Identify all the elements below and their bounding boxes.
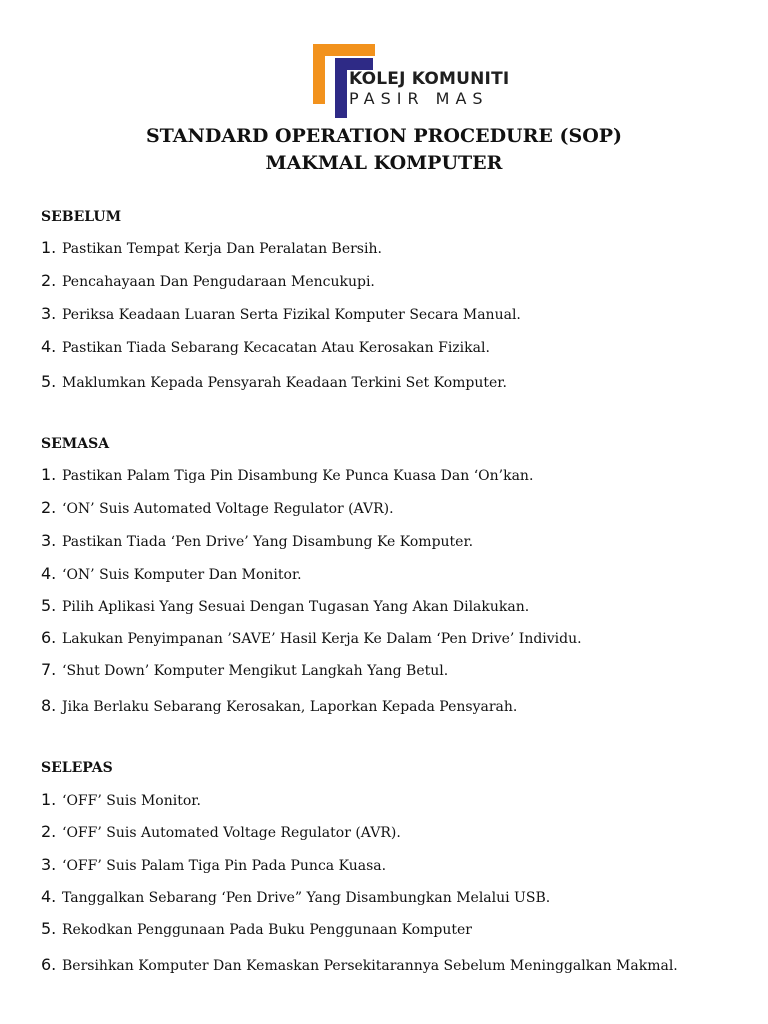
- item-number: 7.: [41, 660, 57, 679]
- list-item: [41, 271, 375, 290]
- item-text: Tanggalkan Sebarang ‘Pen Drive” Yang Disambungkan Melalui USB.: [62, 890, 551, 906]
- list-item: [41, 596, 529, 615]
- list-item: [41, 564, 302, 583]
- list-item: [41, 531, 473, 550]
- list-item: [41, 337, 490, 356]
- item-number: 4.: [41, 887, 57, 906]
- list-item: [41, 465, 533, 484]
- item-text: ‘OFF’ Suis Palam Tiga Pin Pada Punca Kuasa.: [62, 858, 387, 874]
- item-text: Pencahayaan Dan Pengudaraan Mencukupi.: [62, 274, 375, 290]
- college-logo: [313, 44, 513, 119]
- item-number: 2.: [41, 822, 57, 841]
- item-number: 5.: [41, 919, 57, 938]
- item-number: 1.: [41, 465, 57, 484]
- item-number: 4.: [41, 564, 57, 583]
- list-item: [41, 304, 521, 323]
- item-number: 1.: [41, 790, 57, 809]
- item-text: Pilih Aplikasi Yang Sesuai Dengan Tugasan Yang Akan Dilakukan.: [62, 599, 530, 615]
- item-text: Lakukan Penyimpanan ’SAVE’ Hasil Kerja Ke Dalam ‘Pen Drive’ Individu.: [62, 631, 582, 647]
- list-item: [41, 955, 678, 974]
- document-title: STANDARD OPERATION PROCEDURE (SOP): [145, 125, 623, 147]
- item-text: Jika Berlaku Sebarang Kerosakan, Laporkan Kepada Pensyarah.: [62, 699, 518, 715]
- list-item: [41, 919, 472, 938]
- section-heading-semasa: SEMASA: [41, 436, 110, 452]
- item-number: 3.: [41, 855, 57, 874]
- item-text: Pastikan Tempat Kerja Dan Peralatan Bersih.: [62, 241, 382, 257]
- list-item: [41, 660, 448, 679]
- item-number: 2.: [41, 271, 57, 290]
- list-item: [41, 498, 394, 517]
- item-text: Rekodkan Penggunaan Pada Buku Penggunaan Komputer: [62, 922, 472, 938]
- item-text: ‘OFF’ Suis Automated Voltage Regulator (AVR).: [62, 825, 401, 841]
- item-number: 4.: [41, 337, 57, 356]
- document-subtitle: MAKMAL KOMPUTER: [265, 152, 503, 174]
- section-heading-sebelum: SEBELUM: [41, 209, 122, 225]
- list-item: [41, 372, 507, 391]
- item-text: Pastikan Tiada Sebarang Kecacatan Atau Kerosakan Fizikal.: [62, 340, 490, 356]
- list-item: [41, 887, 550, 906]
- item-number: 6.: [41, 955, 57, 974]
- logo-orange-bar-horizontal: [313, 44, 375, 56]
- item-number: 5.: [41, 596, 57, 615]
- item-text: ‘ON’ Suis Automated Voltage Regulator (AVR).: [62, 501, 394, 517]
- list-item: [41, 238, 382, 257]
- list-item: [41, 696, 517, 715]
- item-number: 3.: [41, 531, 57, 550]
- item-text: Pastikan Tiada ‘Pen Drive’ Yang Disambung Ke Komputer.: [62, 534, 474, 550]
- logo-text-line2: PASIR MAS: [349, 89, 489, 108]
- item-number: 3.: [41, 304, 57, 323]
- list-item: [41, 822, 401, 841]
- section-heading-selepas: SELEPAS: [41, 760, 113, 776]
- item-number: 8.: [41, 696, 57, 715]
- item-text: Bersihkan Komputer Dan Kemaskan Persekitarannya Sebelum Meninggalkan Makmal.: [62, 958, 678, 974]
- list-item: [41, 855, 386, 874]
- item-number: 2.: [41, 498, 57, 517]
- list-item: [41, 628, 582, 647]
- item-number: 6.: [41, 628, 57, 647]
- item-text: ‘ON’ Suis Komputer Dan Monitor.: [62, 567, 302, 583]
- logo-text-line1: KOLEJ KOMUNITI: [349, 69, 510, 89]
- list-item: [41, 790, 201, 809]
- item-text: Maklumkan Kepada Pensyarah Keadaan Terkini Set Komputer.: [62, 375, 507, 391]
- item-number: 5.: [41, 372, 57, 391]
- item-text: ‘Shut Down’ Komputer Mengikut Langkah Yang Betul.: [62, 663, 449, 679]
- item-text: Periksa Keadaan Luaran Serta Fizikal Komputer Secara Manual.: [62, 307, 521, 323]
- item-text: ‘OFF’ Suis Monitor.: [62, 793, 201, 809]
- item-text: Pastikan Palam Tiga Pin Disambung Ke Punca Kuasa Dan ‘On’kan.: [62, 468, 534, 484]
- item-number: 1.: [41, 238, 57, 257]
